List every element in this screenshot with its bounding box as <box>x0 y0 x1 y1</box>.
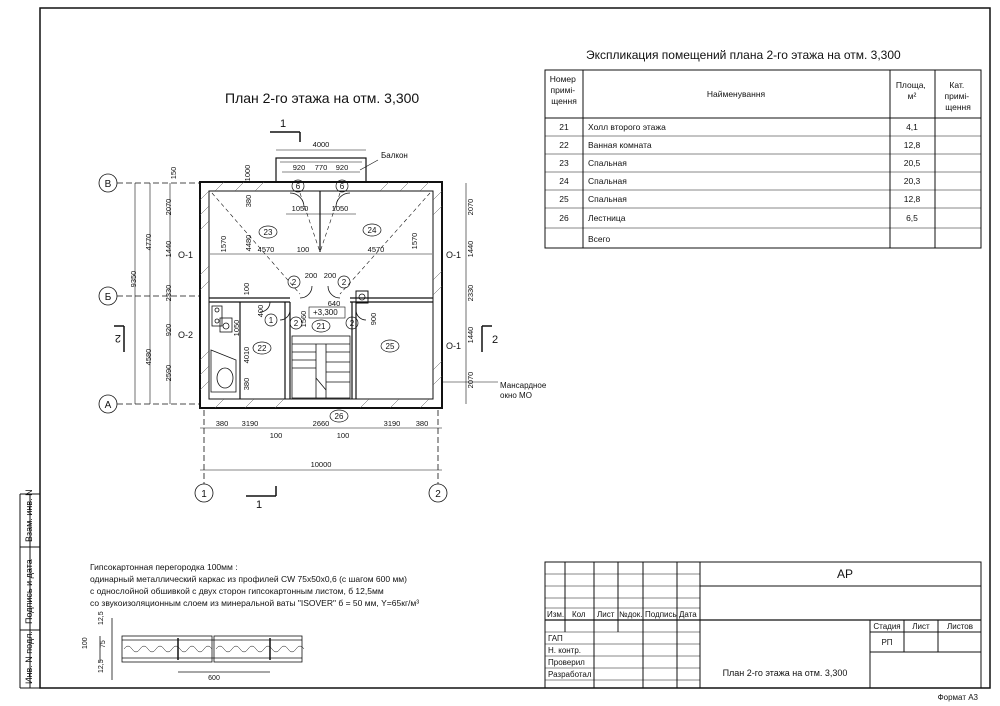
partition-dim-75: 75 <box>100 640 107 648</box>
partition-dim-600: 600 <box>208 675 220 682</box>
dim-left-4580: 4580 <box>144 348 153 366</box>
stamp-col-list: Лист <box>597 610 615 619</box>
dim-1050b: 1050 <box>331 204 349 213</box>
dim-right-2070a: 2070 <box>466 198 475 216</box>
stamp-col-date: Дата <box>679 610 697 619</box>
dim-200b: 200 <box>323 271 337 280</box>
row-5-area: 12,8 <box>903 194 921 204</box>
header-cat-2: примі- <box>944 91 970 101</box>
dim-1000: 1000 <box>243 164 252 182</box>
stamp-stage-header: Стадия <box>873 622 901 631</box>
side-label-replace: Взам. инв. N <box>24 489 34 542</box>
stamp-col-kol: Кол <box>572 610 586 619</box>
row-6-area: 6,5 <box>906 213 918 223</box>
door-2-a: 2 <box>291 278 297 287</box>
dim-right-1440a: 1440 <box>466 240 475 258</box>
section-mark-left: 2 <box>114 332 121 344</box>
stamp-role-gap: ГАП <box>548 634 563 643</box>
dim-4480: 4480 <box>244 234 253 252</box>
bath-fixtures <box>211 306 236 392</box>
section-mark-right: 2 <box>492 334 499 346</box>
side-label-signature: Подпись и дата <box>24 559 34 624</box>
dim-left-2070: 2070 <box>164 198 173 216</box>
row-2-area: 12,8 <box>903 140 921 150</box>
window-label-o1-left: О-1 <box>178 250 194 260</box>
partition-dim-12-5-top: 12,5 <box>98 611 105 625</box>
dim-bottom-2660: 2660 <box>312 419 330 428</box>
row-1-num: 21 <box>559 122 569 132</box>
room-25: 25 <box>385 342 395 351</box>
stamp-role-checked: Проверил <box>548 658 585 667</box>
explication-title: Экспликация помещений плана 2-го этажа на отм. 3,300 <box>586 48 901 62</box>
dim-4010: 4010 <box>242 346 251 364</box>
door-tags <box>265 180 358 329</box>
dim-400: 400 <box>256 304 265 318</box>
row-3-name: Спальная <box>588 158 627 168</box>
dim-left-9350: 9350 <box>129 270 138 288</box>
axis-a-label: А <box>104 400 112 411</box>
room-21: 21 <box>316 322 326 331</box>
dim-bottom-3190b: 3190 <box>383 419 401 428</box>
header-area-1: Площа, <box>895 80 926 90</box>
dim-1050a: 1050 <box>291 204 309 213</box>
explication-rows <box>559 122 920 244</box>
header-area-2: м² <box>907 91 917 101</box>
dim-left-4770: 4770 <box>144 233 153 251</box>
dim-top-920b: 920 <box>335 163 349 172</box>
door-2-c: 2 <box>293 319 299 328</box>
door-swings <box>257 193 366 320</box>
dim-bottom-100b: 100 <box>336 431 350 440</box>
room-23: 23 <box>263 228 273 237</box>
row-2-name: Ванная комната <box>588 140 652 150</box>
dim-1050-bath: 1050 <box>232 319 241 337</box>
partition-detail <box>100 618 304 680</box>
stamp-role-developer: Разработал <box>548 670 592 679</box>
door-2-b: 2 <box>341 278 347 287</box>
dim-bottom-380b: 380 <box>415 419 429 428</box>
explication-headers <box>550 74 972 112</box>
stamp-col-sign: Подпись <box>645 610 677 619</box>
row-1-area: 4,1 <box>906 122 918 132</box>
row-3-area: 20,5 <box>903 158 921 168</box>
stamp-code: АР <box>836 567 854 581</box>
dim-100-mid: 100 <box>296 245 310 254</box>
stamp-role-nkontr: Н. контр. <box>548 646 582 655</box>
note-line-2: одинарный металлический каркас из профилей CW 75х50х0,6 (с шагом 600 мм) <box>90 574 407 584</box>
row-6-name: Лестница <box>588 213 626 223</box>
dim-900: 900 <box>369 312 378 326</box>
door-6-right: 6 <box>339 182 345 191</box>
row-6-num: 26 <box>559 213 569 223</box>
note-line-1: Гипсокартонная перегородка 100мм : <box>90 562 238 572</box>
header-number-1: Номер <box>549 74 576 84</box>
row-5-num: 25 <box>559 194 569 204</box>
section-mark-top: 1 <box>280 118 287 130</box>
dim-bottom-100a: 100 <box>269 431 283 440</box>
stamp-sheets-header: Листов <box>947 622 973 631</box>
dim-1570-right: 1570 <box>410 232 419 250</box>
dim-right-1440b: 1440 <box>466 326 475 344</box>
row-4-area: 20,3 <box>903 176 921 186</box>
svg-text:Площа, м² <box>896 80 928 101</box>
dim-bottom-3190a: 3190 <box>241 419 259 428</box>
header-cat-1: Кат. <box>949 80 965 90</box>
plan-title: План 2-го этажа на отм. 3,300 <box>225 90 420 106</box>
dim-200a: 200 <box>304 271 318 280</box>
dim-4570-right: 4570 <box>367 245 385 254</box>
dim-top-4000: 4000 <box>312 140 330 149</box>
stamp-sheet-title: План 2-го этажа на отм. 3,300 <box>722 668 848 678</box>
note-line-4: со звукоизоляционным слоем из минеральной ваты "ISOVER" б = 50 мм, Y=65кг/м³ <box>90 598 420 608</box>
section-mark-bottom: 1 <box>256 499 263 511</box>
row-4-name: Спальная <box>588 176 627 186</box>
window-label-o1-right-bottom: О-1 <box>446 341 462 351</box>
dim-top-920a: 920 <box>292 163 306 172</box>
dim-left-1440: 1440 <box>164 240 173 258</box>
header-name: Найменування <box>706 89 766 99</box>
level-mark: +3,300 <box>313 308 338 317</box>
dim-top-770: 770 <box>314 163 328 172</box>
header-cat-3: щення <box>945 102 971 112</box>
window-label-o1-right-top: О-1 <box>446 250 462 260</box>
room-22: 22 <box>257 344 267 353</box>
dim-right-2330: 2330 <box>466 284 475 302</box>
room-24: 24 <box>367 226 377 235</box>
door-6-left: 6 <box>295 182 301 191</box>
dim-right-2070b: 2070 <box>466 371 475 389</box>
partition-dim-100: 100 <box>82 637 89 649</box>
dim-1570-left: 1570 <box>219 235 228 253</box>
header-number-2: примі- <box>550 85 576 95</box>
svg-text:Кат. примі- щення <box>944 80 971 112</box>
axis-2-label: 2 <box>435 489 441 500</box>
dim-100-left: 100 <box>242 282 251 296</box>
door-1: 1 <box>268 316 274 325</box>
dim-left-2330: 2330 <box>164 284 173 302</box>
dim-640: 640 <box>327 299 341 308</box>
axis-v-label: В <box>104 179 112 190</box>
dim-150: 150 <box>169 166 178 180</box>
row-total-name: Всего <box>588 234 611 244</box>
format-label: Формат А3 <box>937 693 978 702</box>
floor-plan <box>200 158 442 408</box>
dim-left-920: 920 <box>164 323 173 337</box>
dim-left-2590: 2590 <box>164 364 173 382</box>
row-5-name: Спальная <box>588 194 627 204</box>
dim-1560: 1560 <box>299 310 308 328</box>
row-3-num: 23 <box>559 158 569 168</box>
dormer-label-1: Мансардное <box>500 381 547 390</box>
stamp-stage-value: РП <box>881 638 893 647</box>
note-line-3: с однослойной обшивкой с двух сторон гипсокартонным листом, б 12,5мм <box>90 586 384 596</box>
partition-note <box>90 562 419 608</box>
dim-380-bottom: 380 <box>242 377 251 391</box>
dim-380-top: 380 <box>244 194 253 208</box>
axis-1-label: 1 <box>201 489 207 500</box>
header-number-3: щення <box>551 96 577 106</box>
row-4-num: 24 <box>559 176 569 186</box>
side-label-inventory: Инв. N подл. <box>24 631 34 684</box>
row-1-name: Холл второго этажа <box>588 122 666 132</box>
room-26: 26 <box>334 412 344 421</box>
axis-markers <box>99 174 447 502</box>
stamp-col-izm: Изм. <box>547 610 565 619</box>
stamp-sheet-header: Лист <box>912 622 930 631</box>
partition-dim-12-5-bottom: 12,5 <box>98 659 105 673</box>
dormer-label-2: окно МО <box>500 391 532 400</box>
window-label-o2: О-2 <box>178 330 194 340</box>
dim-bottom-10000: 10000 <box>310 460 332 469</box>
stamp-col-ndok: №док. <box>619 610 643 619</box>
svg-text:Номер примі- щення <box>550 74 579 106</box>
chimney <box>356 291 368 303</box>
axis-b-label: Б <box>104 292 112 303</box>
door-2-d: 2 <box>349 319 355 328</box>
dim-4570-left: 4570 <box>257 245 275 254</box>
staircase <box>292 336 350 398</box>
dim-bottom-380a: 380 <box>215 419 229 428</box>
row-2-num: 22 <box>559 140 569 150</box>
balcony-label: Балкон <box>381 151 408 160</box>
